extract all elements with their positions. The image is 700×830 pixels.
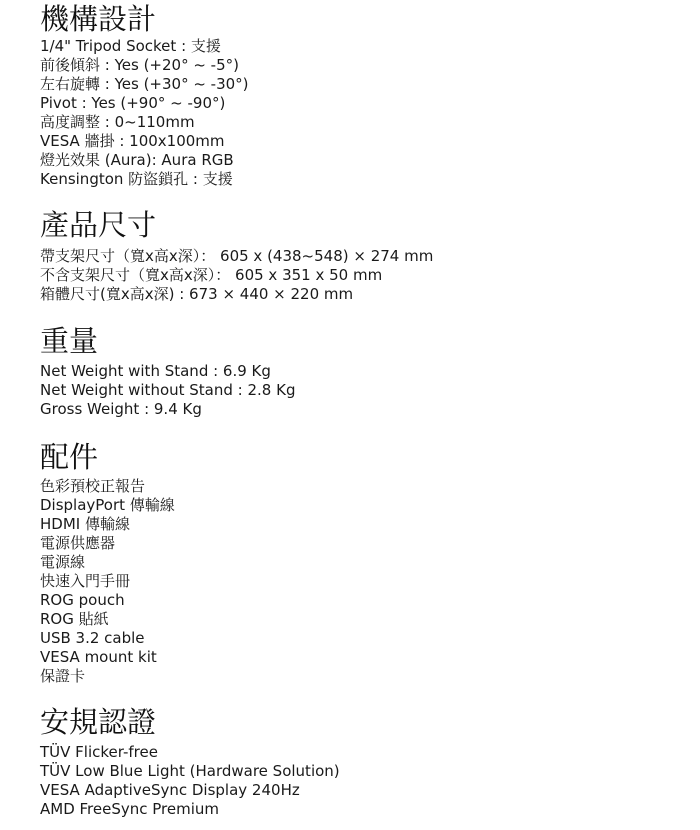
spec-list-weight [40, 362, 295, 419]
spec-line: ROG pouch [40, 591, 125, 609]
spec-line: 快速入門手冊 [40, 572, 131, 590]
spec-line: AMD FreeSync Premium [40, 800, 220, 818]
spec-line: 電源供應器 [40, 534, 116, 552]
spec-line: VESA 牆掛 : 100x100mm [40, 132, 225, 150]
spec-line: USB 3.2 cable [40, 629, 145, 647]
spec-line: 高度調整 : 0~110mm [40, 113, 195, 131]
spec-line: Net Weight with Stand : 6.9 Kg [40, 362, 271, 380]
spec-list-accessories [40, 477, 175, 686]
spec-line: 色彩預校正報告 [40, 477, 146, 495]
spec-line: 燈光效果 (Aura): Aura RGB [40, 151, 234, 169]
spec-line: Net Weight without Stand : 2.8 Kg [40, 381, 296, 399]
spec-line: HDMI 傳輸線 [40, 515, 130, 533]
section-title-dimensions: 產品尺寸 [40, 208, 157, 242]
spec-line: 不含支架尺寸（寬x高x深）： 605 x 351 x 50 mm [40, 266, 383, 284]
spec-line: TÜV Low Blue Light (Hardware Solution) [40, 762, 340, 780]
spec-list-mechanical [40, 37, 249, 189]
spec-line: Kensington 防盜鎖孔 : 支援 [40, 170, 233, 188]
section-title-mechanical: 機構設計 [40, 2, 157, 36]
spec-line: 前後傾斜 : Yes (+20° ~ -5°) [40, 56, 239, 74]
spec-list-dimensions [40, 247, 433, 304]
section-title-accessories: 配件 [40, 440, 99, 474]
spec-line: DisplayPort 傳輸線 [40, 496, 175, 514]
spec-line: VESA AdaptiveSync Display 240Hz [40, 781, 300, 799]
spec-line: ROG 貼紙 [40, 610, 109, 628]
spec-line: 保證卡 [40, 667, 86, 685]
spec-line: 帶支架尺寸（寬x高x深）： 605 x (438~548) × 274 mm [40, 247, 434, 265]
spec-line: 電源線 [40, 553, 86, 571]
section-title-weight: 重量 [40, 324, 99, 358]
spec-line: Gross Weight : 9.4 Kg [40, 400, 202, 418]
spec-line: VESA mount kit [40, 648, 157, 666]
spec-line: TÜV Flicker-free [40, 743, 158, 761]
spec-list-certifications [40, 743, 340, 819]
section-title-certifications: 安規認證 [40, 705, 157, 739]
spec-line: 箱體尺寸(寬x高x深) : 673 × 440 × 220 mm [40, 285, 354, 303]
spec-line: 1/4" Tripod Socket : 支援 [40, 37, 221, 55]
spec-line: Pivot : Yes (+90° ~ -90°) [40, 94, 226, 112]
spec-line: 左右旋轉 : Yes (+30° ~ -30°) [40, 75, 249, 93]
